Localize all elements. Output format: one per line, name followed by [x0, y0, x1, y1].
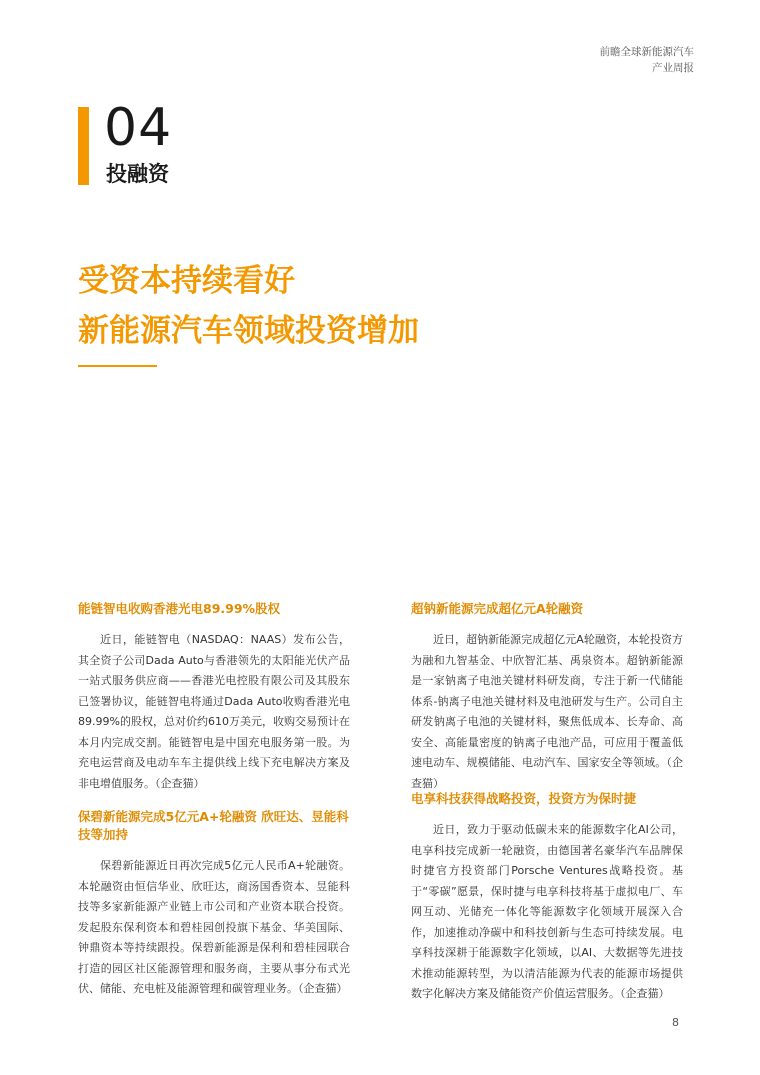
report-header	[600, 44, 695, 76]
page-headline	[78, 256, 419, 356]
article-title: 电享科技获得战略投资，投资方为保时捷	[411, 791, 637, 806]
article-body: 保碧新能源近日再次完成5亿元人民币A+轮融资。本轮融资由恒信华业、欣旺达，商汤国香资本、昱能科技等多家新能源产业链上市公司和产业资本联合投资。发起股东保利资本和碧桂园创投旗下基金、华美国际、钟鼎资本等持续跟投。保碧新能源是保利和碧桂园联合打造的园区社区能源管理和服务商，主要从事分布式光伏、储能、充电桩及能源管理和碳管理业务。（企查猫）	[78, 859, 350, 995]
article-title: 能链智电收购香港光电89.99%股权	[78, 601, 281, 616]
article-body: 近日，能链智电（NASDAQ：NAAS）发布公告，其全资子公司Dada Auto与香港领先的太阳能光伏产品一站式服务供应商——香港光电控股有限公司及其股东已签署协议，能链智电将通过Dada Auto收购香港光电89.99%的股权，总对价约610万美元，收购交易预计在本月内完成交割。能链智电是中国充电服务第一股。为充电运营商及电动车车主提供线上线下充电解决方案及非电增值服务。（企查猫）	[78, 633, 350, 790]
section-accent-bar	[78, 107, 89, 185]
section-number: 04	[104, 98, 173, 158]
report-title: 前瞻全球新能源汽车	[599, 46, 694, 58]
article-dianxiang-investment	[411, 790, 683, 1005]
article-title: 超钠新能源完成超亿元A轮融资	[411, 601, 584, 616]
headline-line-1: 受资本持续看好	[78, 263, 295, 299]
headline-divider	[78, 365, 157, 367]
article-title: 保碧新能源完成5亿元A+轮融资 欣旺达、昱能科技等加持	[78, 809, 349, 842]
page-number: 8	[672, 1016, 679, 1029]
article-baobi-financing	[78, 808, 350, 1000]
article-chaona-financing	[411, 600, 683, 794]
section-title: 投融资	[106, 162, 169, 186]
article-body: 近日，超钠新能源完成超亿元A轮融资，本轮投资方为融和九智基金、中欣智汇基、禹泉资本。超钠新能源是一家钠离子电池关键材料研发商，专注于新一代储能体系-钠离子电池关键材料及电池研发与生产。公司自主研发钠离子电池的关键材料，聚焦低成本、长寿命、高安全、高能量密度的钠离子电池产品，可应用于覆盖低速电动车、规模储能、电动汽车、国家安全等领域。（企查猫）	[411, 633, 683, 790]
report-subtitle: 产业周报	[652, 62, 694, 74]
headline-line-2: 新能源汽车领域投资增加	[78, 313, 419, 349]
article-body: 近日，致力于驱动低碳未来的能源数字化AI公司，电享科技完成新一轮融资，由德国著名豪华汽车品牌保时捷官方投资部门Porsche Ventures战略投资。基于“零碳”愿景，保时捷与电享科技将基于虚拟电厂、车网互动、光储充一体化等能源数字化领域开展深入合作，加速推动净碳中和科技创新与生态可持续发展。电享科技深耕于能源数字化领域，以AI、大数据等先进技术推动能源转型，为以清洁能源为代表的能源市场提供数字化解决方案及储能资产价值运营服务。（企查猫）	[411, 823, 683, 1000]
article-naas-acquisition	[78, 600, 350, 794]
